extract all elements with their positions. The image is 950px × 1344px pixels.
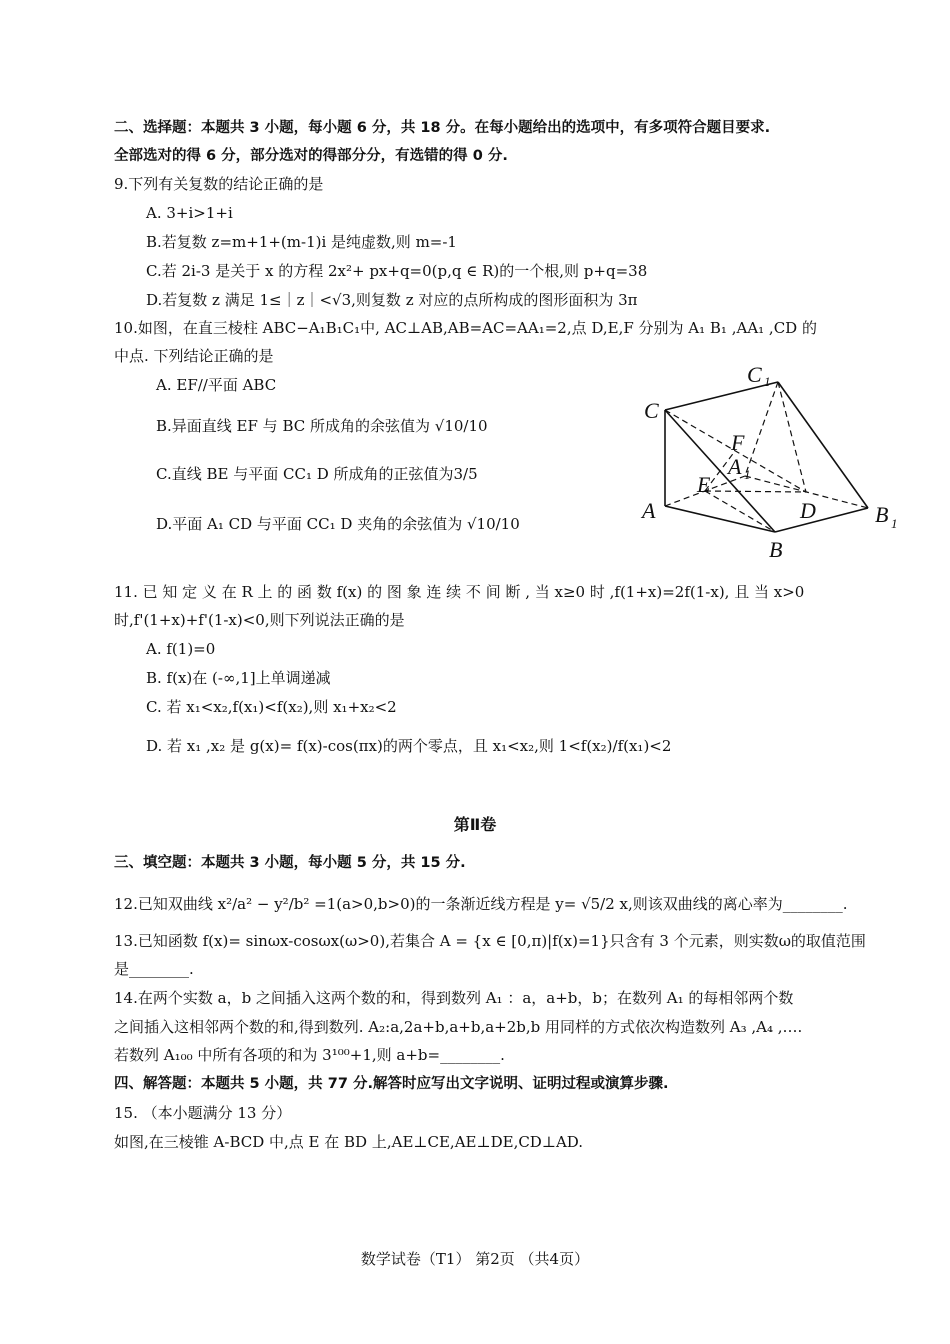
q9-option-a: A. 3+i>1+i	[146, 204, 233, 222]
edge-a-b	[665, 506, 775, 532]
label-e: E	[697, 472, 711, 497]
q13-line2: 是________.	[114, 960, 194, 978]
label-b1-sub: 1	[891, 516, 898, 531]
q10-stem-line2: 中点. 下列结论正确的是	[114, 347, 274, 365]
section2-heading-line2: 全部选对的得 6 分，部分选对的得部分分，有选错的得 0 分.	[114, 148, 508, 164]
q9-option-c: C.若 2i-3 是关于 x 的方程 2x²+ px+q=0(p,q ∈ R)的一个根,则 p+q=38	[146, 262, 648, 280]
q9-option-d: D.若复数 z 满足 1≤｜z｜<√3,则复数 z 对应的点所构成的图形面积为 3π	[146, 291, 638, 309]
q12-text: 12.已知双曲线 x²/a² − y²/b² =1(a>0,b>0)的一条渐近线方程是 y= √5/2 x,则该双曲线的离心率为________.	[114, 895, 848, 913]
label-d: D	[800, 498, 816, 523]
dashed-e-b	[705, 491, 775, 532]
q10-option-c: C.直线 BE 与平面 CC₁ D 所成角的正弦值为3/5	[156, 465, 478, 483]
label-c1-sub: 1	[764, 374, 771, 389]
q15-line2: 如图,在三棱锥 A-BCD 中,点 E 在 BD 上,AE⊥CE,AE⊥DE,CD⊥AD.	[114, 1133, 584, 1151]
q13-line1: 13.已知函数 f(x)= sinωx-cosωx(ω>0),若集合 A = {x ∈ [0,π)|f(x)=1}只含有 3 个元素，则实数ω的取值范围	[114, 932, 866, 950]
part2-title: 第Ⅱ卷	[453, 815, 497, 834]
q10-stem-line1: 10.如图，在直三棱柱 ABC−A₁B₁C₁中, AC⊥AB,AB=AC=AA₁=2,点 D,E,F 分别为 A₁ B₁ ,AA₁ ,CD 的	[114, 319, 817, 337]
edge-c1-b1	[778, 382, 868, 508]
dashed-c1-d	[778, 382, 806, 492]
label-a1: A	[728, 454, 742, 479]
q15-line1: 15. （本小题满分 13 分）	[114, 1104, 292, 1122]
label-a1-sub: 1	[744, 467, 751, 482]
label-c: C	[644, 398, 659, 423]
q11-option-a: A. f(1)=0	[146, 640, 216, 658]
prism-figure	[630, 358, 910, 568]
q14-line1: 14.在两个实数 a，b 之间插入这两个数的和，得到数列 A₁ ：a，a+b，b；在数列 A₁ 的每相邻两个数	[114, 989, 794, 1007]
q10-option-d: D.平面 A₁ CD 与平面 CC₁ D 夹角的余弦值为 √10/10	[156, 515, 520, 533]
dashed-e-d	[705, 491, 806, 492]
q11-stem-line1: 11. 已 知 定 义 在 R 上 的 函 数 f(x) 的 图 象 连 续 不 间 断 , 当 x≥0 时 ,f(1+x)=2f(1-x), 且 当 x>0	[114, 583, 805, 601]
section3-heading: 三、填空题：本题共 3 小题，每小题 5 分，共 15 分.	[114, 855, 466, 871]
q9-stem: 9.下列有关复数的结论正确的是	[114, 175, 324, 193]
edge-b-b1	[775, 508, 868, 532]
q11-option-b: B. f(x)在 (-∞,1]上单调递减	[146, 669, 331, 687]
q11-stem-line2: 时,f'(1+x)+f'(1-x)<0,则下列说法正确的是	[114, 611, 405, 629]
section2-heading-line1: 二、选择题：本题共 3 小题，每小题 6 分，共 18 分。在每小题给出的选项中，有多项符合题目要求.	[114, 120, 771, 136]
q11-option-c: C. 若 x₁<x₂,f(x₁)<f(x₂),则 x₁+x₂<2	[146, 698, 397, 716]
q14-line2: 之间插入这相邻两个数的和,得到数列. A₂:a,2a+b,a+b,a+2b,b 用同样的方式依次构造数列 A₃ ,A₄ ,….	[114, 1018, 803, 1036]
label-f: F	[731, 430, 745, 455]
q11-option-d: D. 若 x₁ ,x₂ 是 g(x)= f(x)-cos(πx)的两个零点，且 x₁<x₂,则 1<f(x₂)/f(x₁)<2	[146, 737, 672, 755]
label-a: A	[642, 498, 656, 523]
label-b1: B	[875, 502, 889, 527]
section4-heading: 四、解答题：本题共 5 小题，共 77 分.解答时应写出文字说明、证明过程或演算步骤.	[114, 1076, 669, 1092]
label-b: B	[769, 537, 783, 562]
q9-option-b: B.若复数 z=m+1+(m-1)i 是纯虚数,则 m=-1	[146, 233, 457, 251]
q10-option-a: A. EF//平面 ABC	[156, 376, 277, 394]
q14-line3: 若数列 A₁₀₀ 中所有各项的和为 3¹⁰⁰+1,则 a+b=________.	[114, 1046, 505, 1064]
label-c1: C	[747, 362, 762, 387]
dashed-c1-a1	[745, 382, 778, 476]
page-footer: 数学试卷（T1） 第2页 （共4页）	[360, 1250, 590, 1268]
q10-option-b: B.异面直线 EF 与 BC 所成角的余弦值为 √10/10	[156, 417, 488, 435]
